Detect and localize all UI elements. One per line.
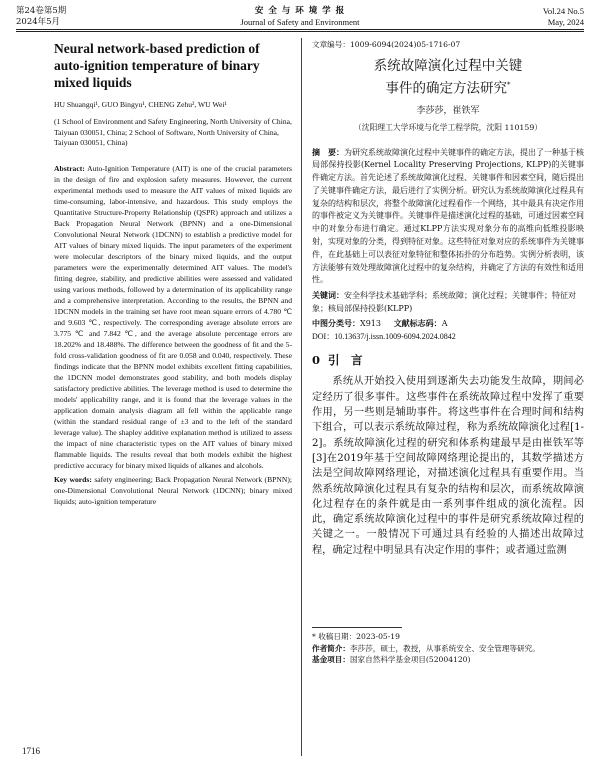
doc-code-label: 文献标志码：	[393, 317, 442, 328]
article-number: 文章编号：1009-6094(2024)05-1716-07	[312, 40, 461, 49]
paper-title-cn-line2-text: 事件的确定方法研究	[385, 80, 507, 97]
header-journal-en: Journal of Safety and Environment	[240, 17, 360, 27]
keywords-text-en: safety engineering; Back Propagation Neural Network (BPNN); one-Dimensional Convolutional Neural Network (1DCNN); binary mixed liquids; auto-ignition temperature	[54, 474, 292, 506]
clc-label: 中图分类号：	[312, 317, 360, 328]
page-number: 1716	[22, 746, 40, 756]
footnote-received: * 收稿日期：2023-05-19	[312, 632, 400, 642]
header-volume-right: Vol.24 No.5	[542, 6, 584, 16]
abstract-en	[54, 163, 292, 471]
doc-code-value: A	[441, 318, 448, 328]
footnote-rule	[312, 627, 402, 628]
keywords-cn	[312, 289, 584, 316]
footnote-fund-text: 国家自然科学基金项目(52004120)	[349, 655, 471, 665]
keywords-en	[54, 474, 292, 507]
paper-title-cn-line2	[312, 76, 584, 99]
affiliation-en: (1 School of Environment and Safety Engineering, North University of China, Taiyuan 030051, China; 2 School of Software, North University of China, Taiyuan 030051, China)	[54, 117, 292, 147]
keywords-label-en: Key words:	[54, 474, 92, 484]
footnote-author	[312, 643, 584, 655]
header-rule	[16, 29, 584, 30]
abstract-text-cn: 为研究系统故障演化过程中关键事件的确定方法，提出了一种基于核局部保持投影(Kernel Locality Preserving Projections, KLPP)的关键事件确定方法。首先论述了系统故障演化过程、关键事件和因素空间，随后提出了关键事件确定方法，最后进行了实例分析。研究认为系统故障演化过程具有复杂的结构和层次，将整个故障演化过程看作一个网络，其中最具有决定作用的事件被定义为关键事件。关键事件是描述演化过程的基础，可通过因素空间中的对象分布进行确定。通过KLPP方法实现对象分布的高维向低维投影映射，实现对象的分类，得到特征对象。这些特征对象对应的系统事件为关键事件，在此基础上可以表征对象特征和整体拓扑的分布趋势。实例分析表明，该方法能够有效处理故障演化过程中的复杂结构，并确定了方法的有效性和适用性。	[312, 147, 584, 285]
title-footnote-mark: *	[507, 81, 511, 89]
paper-title-cn	[312, 57, 584, 99]
right-column	[312, 40, 584, 666]
keywords-text-cn: 安全科学技术基础学科；系统故障；演化过程；关键事件；特征对象；核局部保持投影(KLPP)	[312, 291, 576, 314]
footnote-author-label: 作者简介：	[312, 643, 350, 653]
column-divider	[301, 38, 302, 756]
intro-heading	[312, 353, 584, 368]
abstract-cn	[312, 146, 584, 288]
intro-heading-text: 引 言	[328, 353, 363, 368]
header-date-right: May, 2024	[547, 17, 584, 27]
left-column	[54, 40, 292, 507]
abstract-label-en: Abstract:	[54, 163, 85, 173]
doi: DOI：10.13637/j.issn.1009-6094.2024.0842	[312, 331, 456, 341]
abstract-label-cn: 摘 要：	[312, 146, 344, 157]
intro-heading-number: 0	[312, 353, 321, 368]
footnote-fund-label: 基金项目：	[312, 655, 350, 665]
paper-title-en: Neural network-based prediction of auto-ignition temperature of binary mixed liquids	[54, 41, 260, 90]
affiliation-cn: （沈阳理工大学环境与化学工程学院，沈阳 110159）	[353, 122, 543, 132]
footnotes	[312, 631, 584, 666]
header-date-left: 2024年5月	[16, 17, 61, 27]
header-journal-cn: 安 全 与 环 境 学 报	[254, 6, 346, 16]
footnote-fund	[312, 654, 584, 666]
abstract-text-en: Auto-Ignition Temperature (AIT) is one of the crucial parameters in the design of fire and explosion safety measures. However, the current experimental methods used to measure the AIT values of mixed liquids are time-consuming, labor-intensive, and hazardous. This study employs the Quantitative Structure-Property Relationship (QSPR) approach and utilizes a Back Propagation Neural Network (BPNN) and a one-Dimensional Convolutional Neural Network (1DCNN) to establish a predictive model for AIT values of binary mixed liquids. The input parameters of the experiment were molecular descriptors of the binary mixed liquids, and the output parameters were the experimentally determined AIT values. The model's fitting degree, stability, and predictive abilities were assessed and validated using various methods, followed by a determination of its applicability range and a comprehensive interpretation. According to the results, the BPNN and 1DCNN models in the training set have root mean square errors of 4.780 ℃ and 9.603 ℃, respectively. The corresponding average absolute errors are 3.775 ℃ and 7.842 ℃, and the average absolute percentage errors are 18.202% and 18.488%. The difference between the goodness of fit and the 5-fold cross-validation goodness of fit are 0.058 and 0.040, respectively. These findings indicate that the BPNN model exhibits excellent fitting capabilities, the 1DCNN model demonstrates good stability, and both models display satisfactory predictive abilities. The leverage method is used to determine the models' applicability range, and it is found that the leverage values in the application domain analysis diagram all fell within the applicable range (within the standard residual range of ±3 and to the left of the standard leverage value). The shapley additive explanation method is utilized to assess the impact of nine characteristic types on the AIT values of binary mixed flammable liquids. The results reveal that both models exhibit the highest predictive accuracy for binary mixed liquids of alkanes and alcohols.	[54, 163, 292, 470]
header-rule-thin	[16, 31, 584, 32]
classification-line	[312, 317, 584, 331]
intro-paragraph: 系统从开始投入使用到逐渐失去功能发生故障，期间必定经历了很多事件。这些事件在系统故障过程中发挥了重要作用，另一些则是辅助事件。将这些事件在合理时间和结构下组合，可以表示系统故障过程，称为系统故障演化过程[1-2]。系统故障演化过程的研究和体系构建最早是由崔铁军等[3]在2019年基于空间故障网络理论提出的，其数学描述方法是空间故障网络理论，对描述演化过程具有重要作用。当然系统故障演化过程具有复杂的结构和层次，而系统故障演化过程存在的条件就是由一系列事件组成的演化流程。因此，确定系统故障演化过程中的事件是研究系统故障过程的关键之一。一般情况下可通过具有经验的人描述出故障过程，确定过程中明显具有决定作用的事件；或者通过监测	[312, 376, 584, 556]
authors-en: HU Shuangqi¹, GUO Bingyu¹, CHENG Zehu², WU Wei¹	[54, 100, 227, 109]
authors-cn: 李莎莎，崔铁军	[416, 105, 480, 116]
footnote-author-text: 李莎莎，硕士，教授，从事系统安全、安全管理等研究。	[349, 643, 540, 653]
clc-value: X913	[360, 318, 381, 328]
paper-title-cn-line1: 系统故障演化过程中关键	[373, 58, 523, 74]
keywords-label-cn: 关键词：	[312, 290, 344, 301]
header-volume-left: 第24卷第5期	[16, 6, 67, 16]
